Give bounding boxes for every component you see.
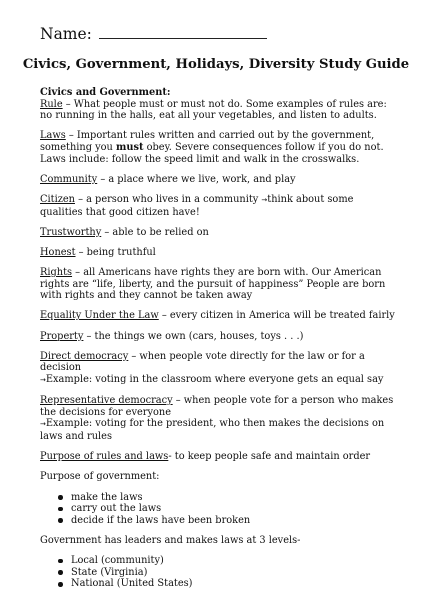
laws-emphasis: must bbox=[115, 141, 144, 153]
government-levels-intro: Government has leaders and makes laws at 3 levels- bbox=[40, 534, 301, 546]
list-item: make the laws bbox=[71, 492, 396, 504]
name-field bbox=[40, 24, 267, 43]
list-item: Local (community) bbox=[71, 555, 396, 567]
arrow-icon: → bbox=[261, 195, 268, 204]
term-equality: Equality Under the Law bbox=[40, 310, 159, 322]
term-purpose-rules-laws: Purpose of rules and laws bbox=[40, 451, 169, 463]
laws-entry bbox=[40, 130, 396, 165]
term-citizen: Citizen bbox=[40, 193, 75, 205]
honest-definition: – being truthful bbox=[75, 246, 156, 258]
citizen-entry bbox=[40, 194, 396, 218]
direct-democracy-entry bbox=[40, 351, 396, 387]
study-guide-content bbox=[40, 87, 396, 599]
term-rights: Rights bbox=[40, 267, 73, 279]
list-item: carry out the laws bbox=[71, 503, 396, 515]
term-community: Community bbox=[40, 173, 98, 185]
citizen-note: think about some qualities that good citizen have! bbox=[40, 193, 354, 218]
citizen-definition: – a person who lives in a community bbox=[74, 193, 262, 205]
representative-democracy-definition: – when people vote for a person who makes the decisions for everyone bbox=[40, 395, 394, 418]
direct-democracy-example: Example: voting in the classroom where everyone gets an equal say bbox=[45, 374, 384, 386]
page-title: Civics, Government, Holidays, Diversity Study Guide bbox=[22, 57, 410, 72]
representative-democracy-entry bbox=[40, 395, 396, 442]
government-levels-list bbox=[40, 555, 396, 590]
term-trustworthy: Trustworthy bbox=[40, 226, 102, 238]
property-entry bbox=[40, 331, 396, 343]
representative-democracy-example: Example: voting for the president, who then makes the decisions on laws and rules bbox=[40, 418, 385, 442]
trustworthy-entry bbox=[40, 227, 396, 239]
list-item: National (United States) bbox=[71, 578, 396, 590]
name-label: Name: bbox=[40, 25, 97, 43]
rights-definition: – all Americans have rights they are born with. Our American rights are “life, liberty, and the pursuit of happiness” People are born with rights and they cannot be taken away bbox=[40, 267, 386, 302]
term-laws: Laws bbox=[40, 130, 66, 142]
purpose-of-government-list bbox=[40, 492, 396, 527]
laws-definition-before: – Important rules written and carried out by the government, something you bbox=[40, 130, 375, 153]
rights-entry bbox=[40, 267, 396, 302]
trustworthy-definition: – able to be relied on bbox=[101, 226, 209, 238]
name-blank-line bbox=[99, 24, 267, 39]
list-item: decide if the laws have been broken bbox=[71, 515, 396, 527]
community-definition: – a place where we live, work, and play bbox=[97, 173, 296, 185]
purpose-rules-laws-definition: - to keep people safe and maintain order bbox=[168, 451, 371, 463]
property-definition: – the things we own (cars, houses, toys . . .) bbox=[83, 330, 304, 342]
term-representative-democracy: Representative democracy bbox=[40, 395, 173, 407]
community-entry bbox=[40, 174, 396, 186]
equality-entry bbox=[40, 310, 396, 322]
term-rule: Rule bbox=[40, 98, 63, 110]
direct-democracy-definition: – when people vote directly for the law or for a decision bbox=[40, 350, 365, 374]
equality-definition: – every citizen in America will be treated fairly bbox=[158, 310, 395, 322]
section-heading: Civics and Government: bbox=[40, 87, 171, 98]
arrow-icon: → bbox=[40, 420, 46, 429]
term-honest: Honest bbox=[40, 246, 76, 258]
rule-entry bbox=[40, 99, 396, 122]
honest-entry bbox=[40, 247, 396, 259]
arrow-icon: → bbox=[40, 376, 46, 385]
term-property: Property bbox=[40, 330, 84, 342]
purpose-rules-laws-entry bbox=[40, 451, 396, 463]
laws-definition-after: obey. Severe consequences follow if you do not. Laws include: follow the speed limit and walk in the crosswalks. bbox=[40, 141, 384, 165]
rule-definition: – What people must or must not do. Some examples of rules are: no running in the halls, eat all your vegetables, and listen to adults. bbox=[40, 98, 387, 122]
purpose-of-government-intro: Purpose of government: bbox=[40, 471, 160, 483]
term-direct-democracy: Direct democracy bbox=[40, 350, 129, 362]
list-item: State (Virginia) bbox=[71, 567, 396, 579]
